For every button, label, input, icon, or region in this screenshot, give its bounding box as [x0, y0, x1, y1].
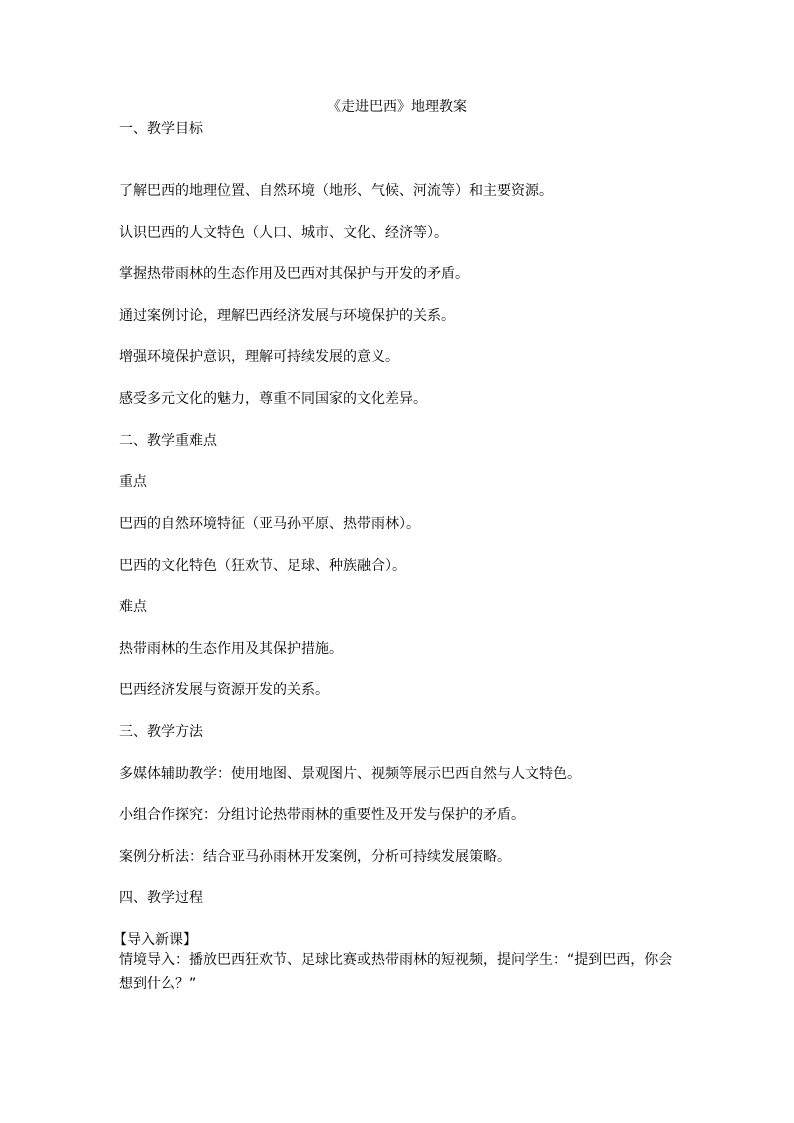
method-item: 多媒体辅助教学：使用地图、景观图片、视频等展示巴西自然与人文特色。	[119, 766, 581, 782]
objective-item: 通过案例讨论，理解巴西经济发展与环境保护的关系。	[119, 308, 455, 324]
key-points-label: 重点	[119, 474, 147, 490]
key-point-item: 巴西的文化特色（狂欢节、足球、种族融合）。	[119, 558, 406, 574]
section-heading-process: 四、教学过程	[119, 890, 203, 906]
objective-item: 认识巴西的人文特色（人口、城市、文化、经济等）。	[119, 225, 448, 241]
objective-item: 增强环境保护意识，理解可持续发展的意义。	[119, 349, 399, 365]
section-heading-methods: 三、教学方法	[119, 724, 203, 740]
sub-heading-introduction: 【导入新课】	[113, 932, 197, 948]
objective-item: 感受多元文化的魅力，尊重不同国家的文化差异。	[119, 391, 427, 407]
method-item: 案例分析法：结合亚马孙雨林开发案例，分析可持续发展策略。	[119, 849, 511, 865]
objective-item: 掌握热带雨林的生态作用及巴西对其保护与开发的矛盾。	[119, 266, 469, 282]
difficult-points-label: 难点	[119, 599, 147, 615]
key-point-item: 巴西的自然环境特征（亚马孙平原、热带雨林）。	[119, 516, 420, 532]
difficult-point-item: 巴西经济发展与资源开发的关系。	[119, 682, 329, 698]
document-title: 《走进巴西》地理教案	[327, 99, 467, 115]
introduction-paragraph: 情境导入：播放巴西狂欢节、足球比赛或热带雨林的短视频，提问学生：“提到巴西，你会想到什么？”	[119, 952, 673, 992]
method-item: 小组合作探究：分组讨论热带雨林的重要性及开发与保护的矛盾。	[119, 807, 525, 823]
section-heading-objectives: 一、教学目标	[119, 121, 203, 137]
section-heading-key-points: 二、教学重难点	[119, 433, 217, 449]
objective-item: 了解巴西的地理位置、自然环境（地形、气候、河流等）和主要资源。	[119, 183, 553, 199]
difficult-point-item: 热带雨林的生态作用及其保护措施。	[119, 641, 343, 657]
